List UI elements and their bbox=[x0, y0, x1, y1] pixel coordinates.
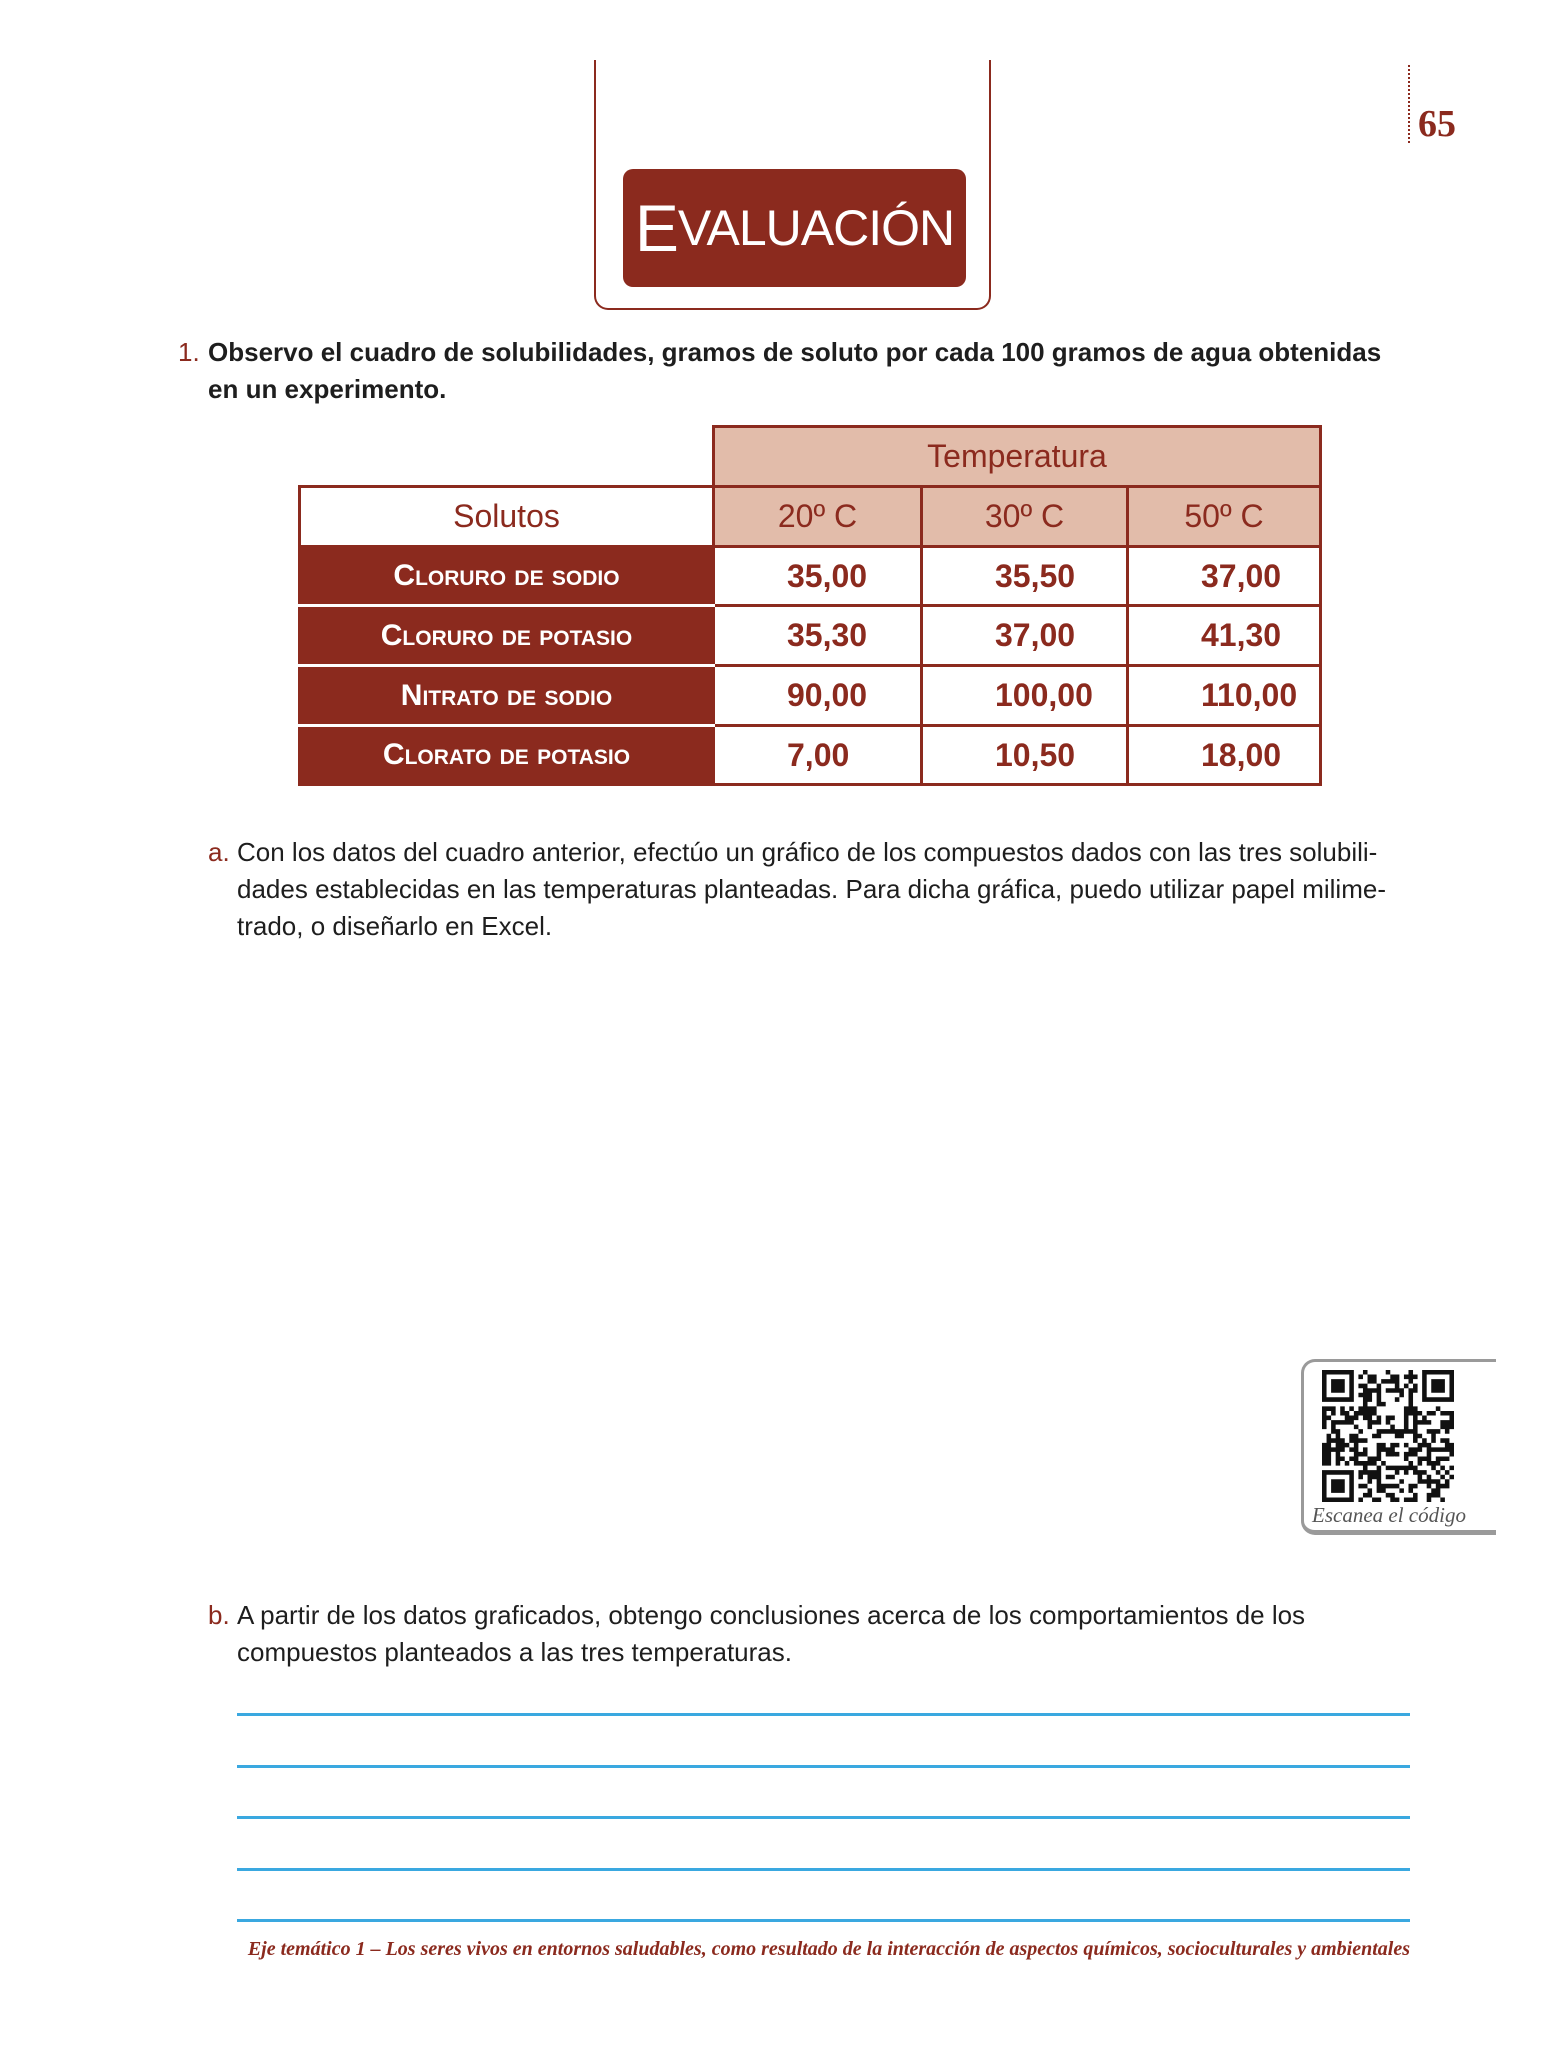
part-a-line: trado, o diseñarlo en Excel. bbox=[237, 911, 553, 941]
part-a bbox=[208, 834, 1410, 945]
value-cell: 37,00 bbox=[922, 606, 1128, 666]
value-cell: 35,30 bbox=[714, 606, 922, 666]
part-b bbox=[208, 1597, 1410, 1671]
section-title bbox=[623, 169, 966, 287]
table-row bbox=[300, 547, 1321, 606]
column-header: 20º C bbox=[714, 487, 922, 547]
part-a-line: Con los datos del cuadro anterior, efectúo un gráfico de los compuestos dados con las tres solubili- bbox=[237, 837, 1378, 867]
solute-name: Cloruro de sodio bbox=[300, 547, 714, 606]
question-text: Observo el cuadro de solubilidades, gramos de soluto por cada 100 gramos de agua obtenidas en un experimento. bbox=[208, 337, 1382, 404]
part-b-line: compuestos planteados a las tres temperaturas. bbox=[237, 1637, 792, 1667]
part-a-line: dades establecidas en las temperaturas planteadas. Para dicha gráfica, puedo utilizar papel milime- bbox=[237, 874, 1386, 904]
footer-text: Eje temático 1 – Los seres vivos en entornos saludables, como resultado de la interacción de aspectos químicos, socioculturales y ambientales bbox=[247, 1938, 1410, 1960]
column-header: 50º C bbox=[1128, 487, 1321, 547]
qr-code-icon bbox=[1322, 1370, 1454, 1502]
column-header: 30º C bbox=[922, 487, 1128, 547]
value-cell: 100,00 bbox=[922, 666, 1128, 726]
blank-cell bbox=[300, 427, 714, 487]
answer-line[interactable] bbox=[237, 1868, 1410, 1871]
value-cell: 18,00 bbox=[1128, 726, 1321, 785]
solute-name: Cloruro de potasio bbox=[300, 606, 714, 666]
answer-line[interactable] bbox=[237, 1765, 1410, 1768]
solute-name: Clorato de potasio bbox=[300, 726, 714, 785]
value-cell: 35,50 bbox=[922, 547, 1128, 606]
solute-name: Nitrato de sodio bbox=[300, 666, 714, 726]
part-b-label: b. bbox=[208, 1600, 230, 1630]
answer-line[interactable] bbox=[237, 1816, 1410, 1819]
part-b-line: A partir de los datos graficados, obtengo conclusiones acerca de los comportamientos de los bbox=[237, 1600, 1306, 1630]
qr-caption: Escanea el código bbox=[1312, 1503, 1466, 1527]
qr-code-box[interactable] bbox=[1301, 1359, 1496, 1535]
value-cell: 110,00 bbox=[1128, 666, 1321, 726]
value-cell: 90,00 bbox=[714, 666, 922, 726]
value-cell: 10,50 bbox=[922, 726, 1128, 785]
question-1 bbox=[178, 334, 1410, 408]
table-row bbox=[300, 726, 1321, 785]
answer-line[interactable] bbox=[237, 1713, 1410, 1716]
value-cell: 41,30 bbox=[1128, 606, 1321, 666]
solubility-table bbox=[298, 425, 1322, 786]
temperature-header: Temperatura bbox=[714, 427, 1321, 487]
part-a-label: a. bbox=[208, 837, 230, 867]
answer-line[interactable] bbox=[237, 1919, 1410, 1922]
table-row bbox=[300, 606, 1321, 666]
qr-modules bbox=[1322, 1370, 1454, 1502]
value-cell: 35,00 bbox=[714, 547, 922, 606]
table-row bbox=[300, 666, 1321, 726]
solutes-header: Solutos bbox=[300, 487, 714, 547]
value-cell: 37,00 bbox=[1128, 547, 1321, 606]
page-number: 65 bbox=[1418, 103, 1456, 145]
title-rest: VALUACIÓN bbox=[677, 200, 955, 256]
value-cell: 7,00 bbox=[714, 726, 922, 785]
page-number-divider bbox=[1408, 65, 1410, 143]
question-number: 1. bbox=[178, 337, 200, 367]
title-initial: E bbox=[634, 191, 678, 265]
